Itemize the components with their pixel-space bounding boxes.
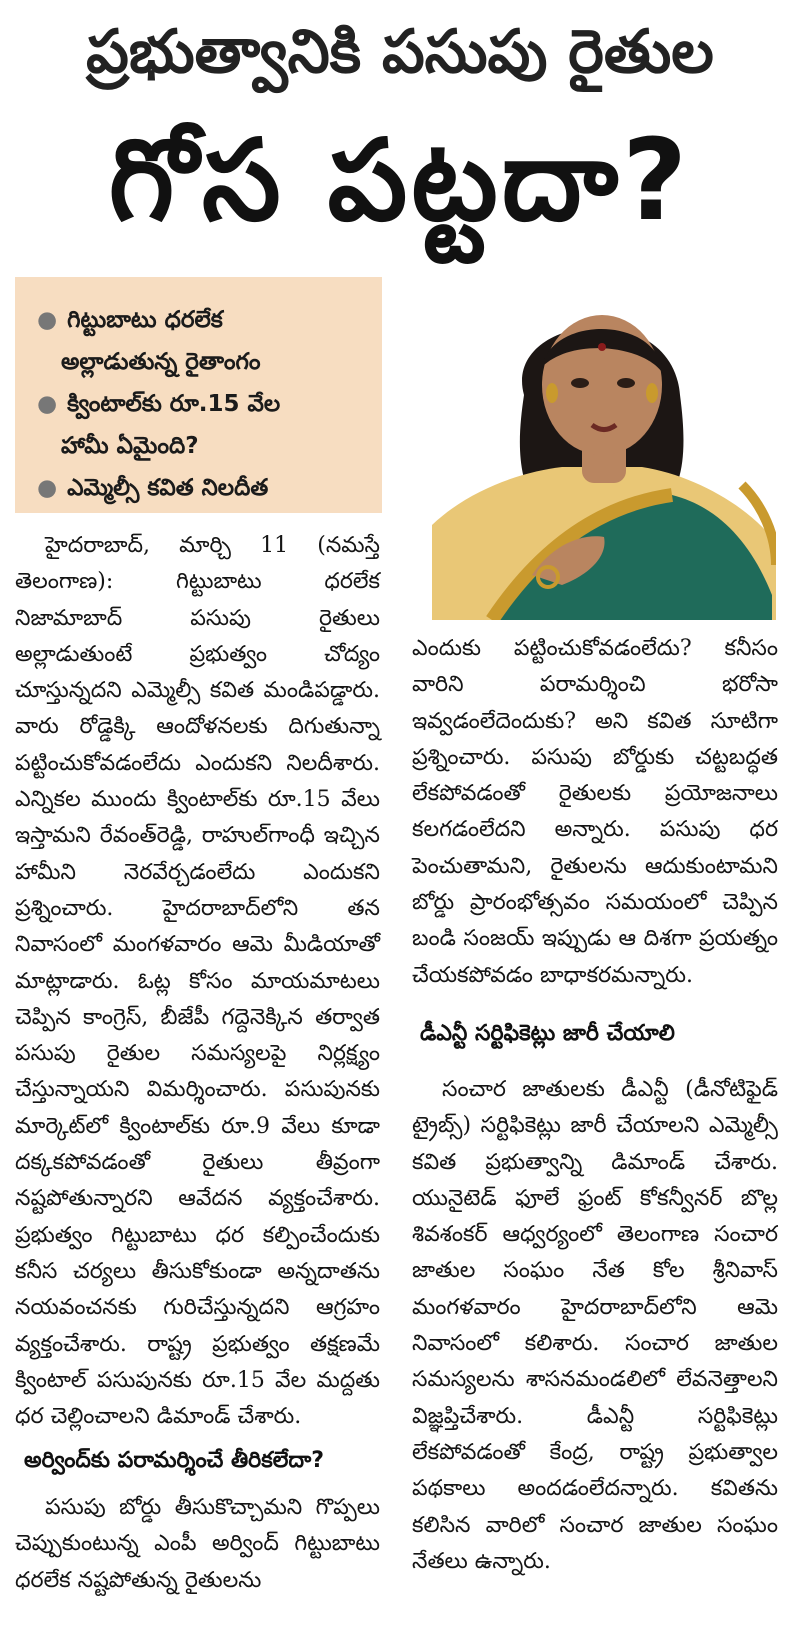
subheading-arvind: అర్వింద్‌కు పరామర్శించే తీరికలేదా? <box>24 1448 324 1473</box>
bullet-icon: ● <box>37 307 58 333</box>
highlight-item: ● గిట్టుబాటు ధరలేక అల్లాడుతున్న రైతాంగం <box>37 307 261 375</box>
highlight-item: ● క్వింటాల్‌కు రూ.15 వేల హామీ ఏమైంది? <box>37 391 281 459</box>
subheading-dnt: డీఎన్టీ సర్టిఫికెట్లు జారీ చేయాలి <box>420 1021 675 1046</box>
article-column-left <box>15 528 380 1435</box>
portrait-photo <box>432 275 776 620</box>
article-column-right-top <box>412 631 778 994</box>
article-paragraph: పసుపు బోర్డు తీసుకొచ్చామని గొప్పలు చెప్పుకుంటున్న ఎంపీ అర్వింద్ గిట్టుబాటు ధరలేక నష్టపోతున్న రైతులను <box>15 1495 380 1593</box>
article-column-right-bottom <box>412 1072 778 1580</box>
bullet-icon: ● <box>37 475 58 501</box>
highlight-item: ● ఎమ్మెల్సీ కవిత నిలదీత <box>37 475 269 501</box>
headline-main: గోస పట్టదా? <box>108 116 692 246</box>
article-column-left-bottom <box>15 1490 380 1599</box>
article-paragraph: సంచార జాతులకు డీఎన్టీ (డీనోటిఫైడ్ ట్రైబ్స్) సర్టిఫికెట్లు జారీ చేయాలని ఎమ్మెల్సీ కవిత ప్రభుత్వాన్ని డిమాండ్ చేశారు. యునైటెడ్ ఫూలే ఫ్రంట్ కోకన్వీనర్ బొల్ల శివశంకర్ ఆధ్వర్యంలో తెలంగాణ సంచార జాతుల సంఘం నేత కోల శ్రీనివాస్ మంగళవారం హైదరాబాద్‌లోని ఆమె నివాసంలో కలిశారు. సంచార జాతుల సమస్యలను శాసనమండలిలో లేవనెత్తాలని విజ్ఞప్తిచేశారు. డీఎన్టీ సర్టిఫికెట్లు లేకపోవడంతో కేంద్ర, రాష్ట్ర ప్రభుత్వాల పథకాలు అందడంలేదన్నారు. కవితను కలిసిన వారిలో సంచార జాతుల సంఘం నేతలు ఉన్నారు. <box>412 1077 778 1574</box>
headline-kicker: ప్రభుత్వానికి పసుపు రైతుల <box>86 17 714 87</box>
portrait-photo-svg <box>432 275 776 620</box>
highlights-box <box>15 277 382 513</box>
article-paragraph: హైదరాబాద్, మార్చి 11 (నమస్తే తెలంగాణ): గిట్టుబాటు ధరలేక నిజామాబాద్ పసుపు రైతులు అల్లాడుతుంటే ప్రభుత్వం చోద్యం చూస్తున్నదని ఎమ్మెల్సీ కవిత మండిపడ్డారు. వారు రోడ్డెక్కి ఆందోళనలకు దిగుతున్నా పట్టించుకోవడంలేదు ఎందుకని నిలదీశారు. ఎన్నికల ముందు క్వింటాల్‌కు రూ.15 వేలు ఇస్తామని రేవంత్‌రెడ్డి, రాహుల్‌గాంధీ ఇచ్చిన హామీని నెరవేర్చడంలేదు ఎందుకని ప్రశ్నించారు. హైదరాబాద్‌లోని తన నివాసంలో మంగళవారం ఆమె మీడియాతో మాట్లాడారు. ఓట్ల కోసం మాయమాటలు చెప్పిన కాంగ్రెస్, బీజేపీ గద్దెనెక్కిన తర్వాత పసుపు రైతుల సమస్యలపై నిర్లక్ష్యం చేస్తున్నాయని విమర్శించారు. పసుపునకు మార్కెట్‌లో క్వింటాల్‌కు రూ.9 వేలు కూడా దక్కకపోవడంతో రైతులు తీవ్రంగా నష్టపోతున్నారని ఆవేదన వ్యక్తంచేశారు. ప్రభుత్వం గిట్టుబాటు ధర కల్పించేందుకు కనీస చర్యలు తీసుకోకుండా అన్నదాతను నయవంచనకు గురిచేస్తున్నదని ఆగ్రహం వ్యక్తంచేశారు. రాష్ట్ర ప్రభుత్వం తక్షణమే క్వింటాల్ పసుపునకు రూ.15 వేల మద్దతు ధర చెల్లించాలని డిమాండ్ చేశారు. <box>15 533 380 1430</box>
bullet-icon: ● <box>37 391 58 417</box>
article-paragraph: ఎందుకు పట్టించుకోవడంలేదు? కనీసం వారిని పరామర్శించి భరోసా ఇవ్వడంలేదెందుకు? అని కవిత సూటిగా ప్రశ్నించారు. పసుపు బోర్డుకు చట్టబద్ధత లేకపోవడంతో రైతులకు ప్రయోజనాలు కలగడంలేదని అన్నారు. పసుపు ధర పెంచుతామని, రైతులను ఆదుకుంటామని బోర్డు ప్రారంభోత్సవం సమయంలో చెప్పిన బండి సంజయ్ ఇప్పుడు ఆ దిశగా ప్రయత్నం చేయకపోవడం బాధాకరమన్నారు. <box>412 636 778 988</box>
